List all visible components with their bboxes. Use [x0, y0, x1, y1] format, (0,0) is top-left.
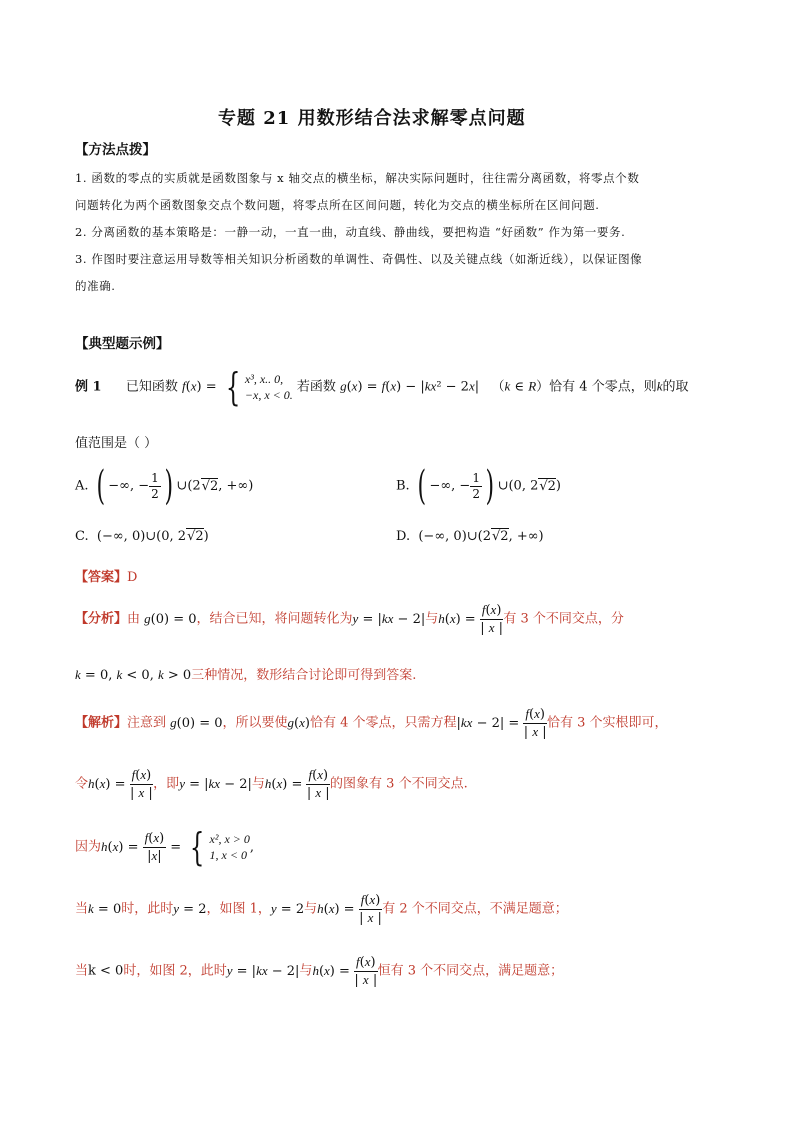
solution-line2: 令h(x) = $\frac{f(x)}{| x |}$ ，即y = |kx − 2|与h(x) = $\frac{f(x)}{| x |}$ 的图象有 3 个不同交点.	[75, 767, 468, 801]
analysis-line1: 【分析】由 g(0) = 0，结合已知，将问题转化为y = |kx − 2|与h(x) = $\frac{f(x)}{| x |}$ 有 3 个不同交点，分	[75, 602, 624, 636]
example-1-stem-line2: 值范围是（ ）	[75, 436, 158, 451]
answer-value: D	[127, 570, 138, 585]
method-p1-line2: 问题转化为两个函数图象交点个数问题，将零点所在区间问题，转化为交点的横坐标所在区间问题.	[75, 198, 600, 212]
examples-header: 【典型题示例】	[75, 336, 170, 352]
solution-line4: 当k = 0时，此时y = 2，如图 1，y = 2与h(x) = $\frac{f(x)}{| x |}$ 有 2 个不同交点，不满足题意；	[75, 892, 568, 926]
example-label: 例 1	[75, 379, 102, 395]
example-1-stem: 例 1 已知函数 f(x) = { x³, x.. 0, −x, x < 0. 若函数 g(x) = f(x) − |kx² − 2x| （k ∈ R）恰有 4 个零点，则k的取	[75, 365, 689, 409]
option-d[interactable]: D. (−∞, 0)∪(2√2, +∞)	[396, 529, 544, 544]
method-p3-line1: 3. 作图时要注意运用导数等相关知识分析函数的单调性、奇偶性、以及关键点线（如渐近线），以保证图像	[75, 252, 643, 266]
page-title: 专题 21 用数形结合法求解零点问题	[218, 108, 526, 129]
method-p1-line1: 1. 函数的零点的实质就是函数图象与 x 轴交点的横坐标，解决实际问题时，往往需分离函数，将零点个数	[75, 171, 640, 185]
method-header: 【方法点拨】	[75, 142, 156, 158]
h-piecewise: x², x > 0 1, x < 0	[209, 831, 250, 862]
option-c[interactable]: C. (−∞, 0)∪(0, 2√2)	[75, 529, 209, 544]
method-p3-line2: 的准确.	[75, 279, 116, 293]
f-case-2: −x, x < 0.	[244, 388, 293, 402]
solution-line5: 当k < 0时，如图 2，此时y = |kx − 2|与h(x) = $\frac{f(x)}{| x |}$ 恒有 3 个不同交点，满足题意；	[75, 954, 564, 988]
method-p2: 2. 分离函数的基本策略是：一静一动，一直一曲，动直线、静曲线，要把构造 “好函数” 作为第一要务.	[75, 225, 626, 239]
solution-line1: 【解析】注意到 g(0) = 0，所以要使g(x)恰有 4 个零点，只需方程|kx − 2| = $\frac{f(x)}{| x |}$ 恰有 3 个实根即可，	[75, 706, 668, 740]
option-b[interactable]: B. ( −∞, − $\frac{1}{2}$ ) ∪(0, 2√2)	[396, 463, 561, 509]
answer-tag: 【答案】	[75, 570, 128, 585]
f-piecewise	[245, 371, 293, 403]
f-case-1: x³, x.. 0,	[244, 371, 284, 386]
analysis-line2: k = 0, k < 0, k > 0三种情况，数形结合讨论即可得到答案.	[75, 667, 417, 683]
answer-line	[75, 566, 137, 585]
solution-line3: 因为h(x) = $\frac{f(x)}{|x|}$ = { x², x > 0 1, x < 0,	[75, 825, 255, 869]
option-a[interactable]: A. ( −∞, − $\frac{1}{2}$ ) ∪(2√2, +∞)	[75, 463, 254, 509]
